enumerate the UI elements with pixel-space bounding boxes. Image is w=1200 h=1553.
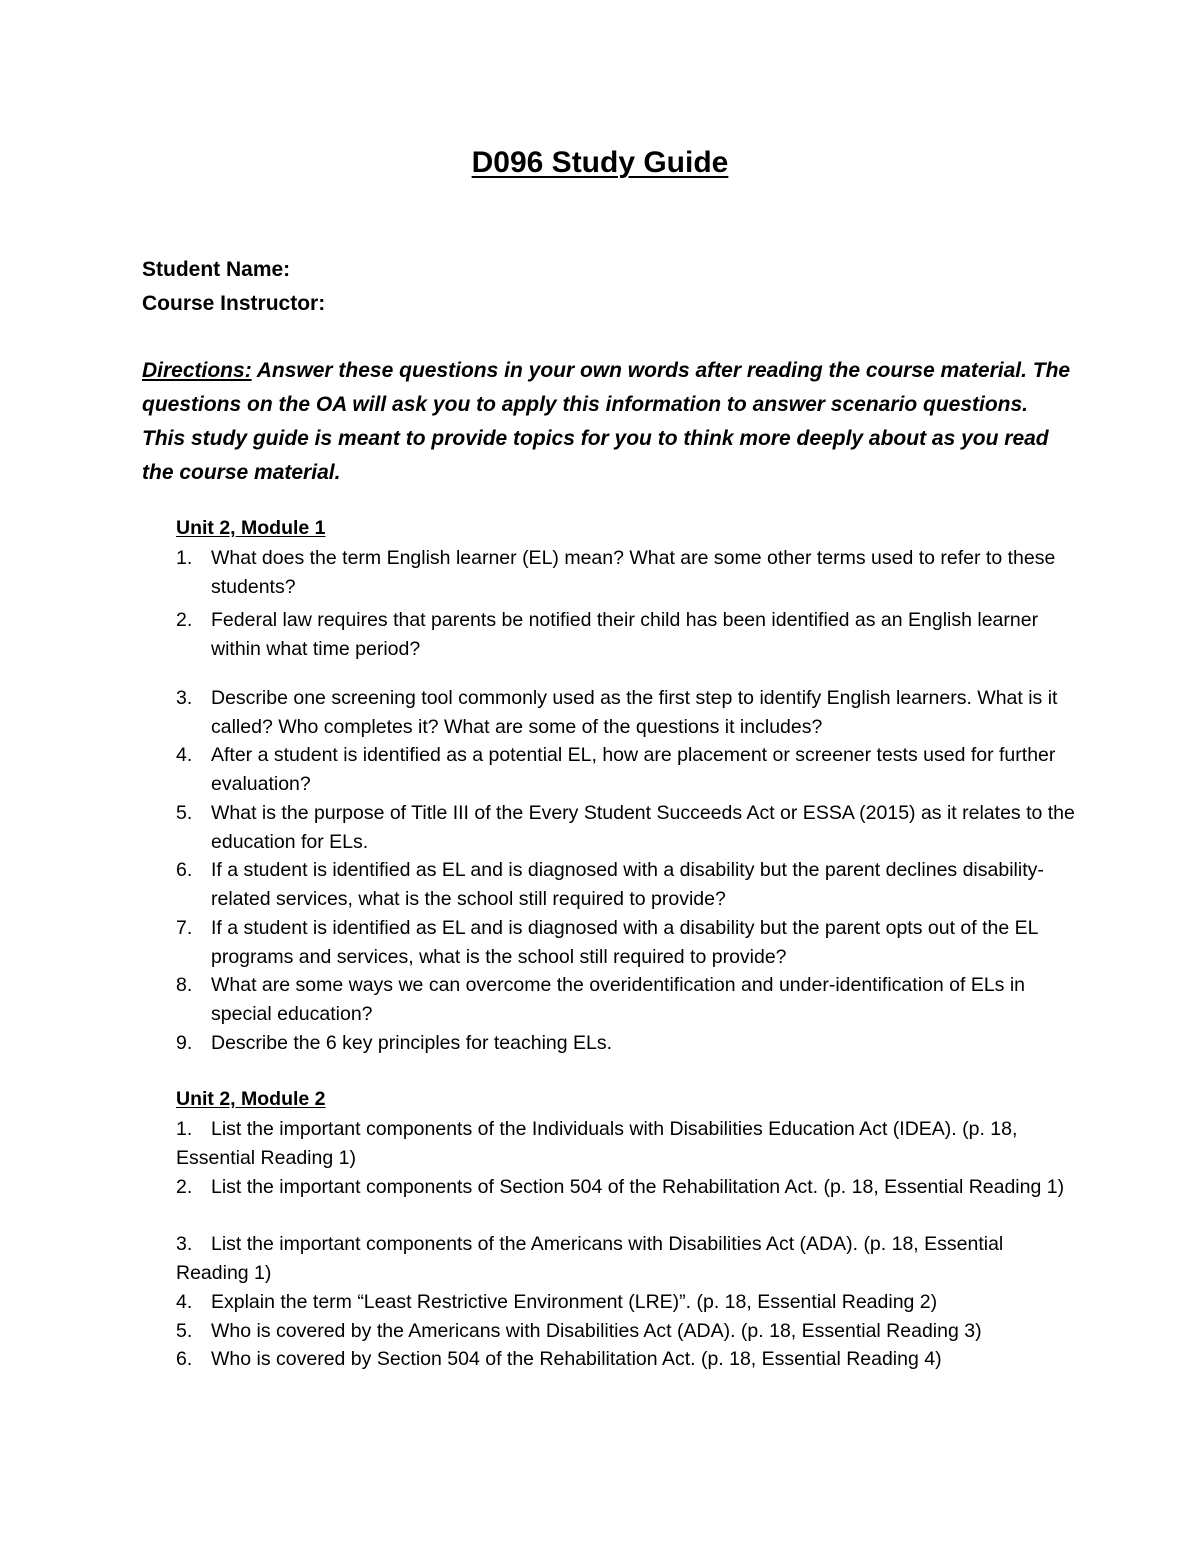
question-number: 2. [176,1176,193,1198]
question-number: 3. [176,1233,193,1255]
module1-question [176,1029,1076,1058]
directions-label: Directions: [142,359,252,382]
module1-question [176,606,1076,664]
question-number: 7. [176,917,193,939]
question-number: 4. [176,744,193,766]
module1-question [176,856,1076,914]
question-text: What does the term English learner (EL) mean? What are some other terms used to refer to these students? [211,547,1056,598]
question-number: 4. [176,1291,193,1313]
course-instructor-label: Course Instructor: [142,292,326,315]
module2-question [176,1288,1076,1317]
question-text: If a student is identified as EL and is diagnosed with a disability but the parent opts out of the EL programs and services, what is the school still required to provide? [211,917,1038,968]
question-text: Describe one screening tool commonly used as the first step to identify English learners. What is it called? Who completes it? What are some of the questions it includes? [211,687,1058,738]
question-text: If a student is identified as EL and is diagnosed with a disability but the parent declines disability-related services, what is the school still required to provide? [211,859,1044,910]
question-text: Describe the 6 key principles for teaching ELs. [211,1032,613,1054]
module2-question [176,1317,1076,1346]
question-text: What is the purpose of Title III of the Every Student Succeeds Act or ESSA (2015) as it relates to the education for ELs. [211,802,1075,853]
question-text: List the important components of the Americans with Disabilities Act (ADA). (p. 18, Essential Reading 1) [176,1233,1004,1284]
question-text: What are some ways we can overcome the overidentification and under-identification of ELs in special education? [211,974,1026,1025]
question-text: Who is covered by Section 504 of the Rehabilitation Act. (p. 18, Essential Reading 4) [211,1348,942,1370]
directions-text: Answer these questions in your own words after reading the course material. The questions on the OA will ask you to apply this information to answer scenario questions. This study guide is meant to provide topics for you to think more deeply about as you read the course material. [142,359,1071,484]
question-text: List the important components of Section 504 of the Rehabilitation Act. (p. 18, Essential Reading 1) [211,1176,1065,1198]
module1-question [176,914,1076,972]
question-number: 2. [176,609,193,631]
module2-question [176,1230,1076,1288]
module1-question [176,544,1076,602]
module1-question [176,741,1076,799]
module1-question [176,971,1076,1029]
question-number: 5. [176,802,193,824]
student-name-label: Student Name: [142,258,291,281]
question-number: 8. [176,974,193,996]
question-number: 9. [176,1032,193,1054]
question-text: Explain the term “Least Restrictive Environment (LRE)”. (p. 18, Essential Reading 2) [211,1291,938,1313]
directions-paragraph [142,354,1072,490]
question-number: 1. [176,1118,193,1140]
module1-question [176,799,1076,857]
module1-question [176,684,1076,742]
question-text: Who is covered by the Americans with Disabilities Act (ADA). (p. 18, Essential Reading 3) [211,1320,982,1342]
module2-heading: Unit 2, Module 2 [176,1088,326,1110]
question-number: 3. [176,687,193,709]
module2-question [176,1115,1076,1173]
question-number: 1. [176,547,193,569]
module2-question [176,1345,1076,1374]
question-number: 6. [176,859,193,881]
question-number: 6. [176,1348,193,1370]
question-text: After a student is identified as a potential EL, how are placement or screener tests used for further evaluation? [211,744,1056,795]
page-title: D096 Study Guide [471,146,729,179]
question-text: List the important components of the Individuals with Disabilities Education Act (IDEA). (p. 18, Essential Reading 1) [176,1118,1018,1169]
question-text: Federal law requires that parents be notified their child has been identified as an English learner within what time period? [211,609,1039,660]
module1-heading: Unit 2, Module 1 [176,517,326,539]
module2-question [176,1173,1076,1202]
question-number: 5. [176,1320,193,1342]
